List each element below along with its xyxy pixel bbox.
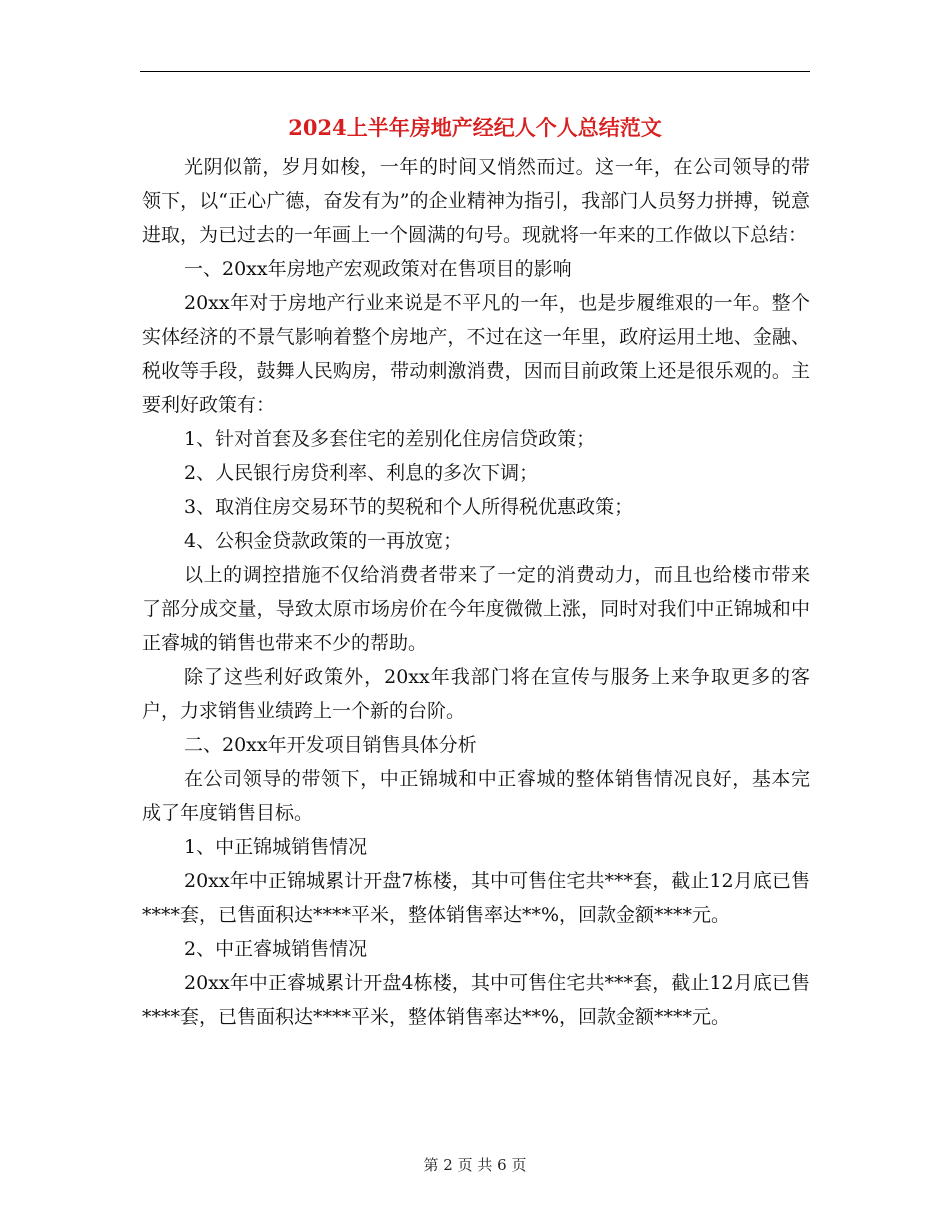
document-title: 2024上半年房地产经纪人个人总结范文 bbox=[288, 115, 662, 140]
policy-item-3: 3、取消住房交易环节的契税和个人所得税优惠政策； bbox=[184, 496, 634, 518]
sales-summary-paragraph: 在公司领导的带领下，中正锦城和中正睿城的整体销售情况良好，基本完成了年度销售目标。 bbox=[142, 768, 810, 824]
jincheng-sales-paragraph: 20xx年中正锦城累计开盘7栋楼，其中可售住宅共***套，截止12月底已售****套，已售面积达****平米，整体销售率达**%，回款金额****元。 bbox=[142, 870, 810, 926]
policy-item-1: 1、针对首套及多套住宅的差别化住房信贷政策； bbox=[184, 428, 596, 450]
section-heading-policy: 一、20xx年房地产宏观政策对在售项目的影响 bbox=[184, 258, 572, 280]
section-heading-sales: 二、20xx年开发项目销售具体分析 bbox=[184, 734, 477, 756]
market-effect-paragraph: 以上的调控措施不仅给消费者带来了一定的消费动力，而且也给楼市带来了部分成交量，导致太原市场房价在今年度微微上涨，同时对我们中正锦城和中正睿城的销售也带来不少的帮助。 bbox=[142, 564, 810, 654]
ruicheng-sales-paragraph: 20xx年中正睿城累计开盘4栋楼，其中可售住宅共***套，截止12月底已售****套，已售面积达****平米，整体销售率达**%，回款金额****元。 bbox=[142, 972, 810, 1028]
department-plan-paragraph: 除了这些利好政策外，20xx年我部门将在宣传与服务上来争取更多的客户，力求销售业绩跨上一个新的台阶。 bbox=[142, 666, 810, 722]
subheading-ruicheng: 2、中正睿城销售情况 bbox=[184, 938, 368, 960]
policy-paragraph: 20xx年对于房地产行业来说是不平凡的一年，也是步履维艰的一年。整个实体经济的不景气影响着整个房地产，不过在这一年里，政府运用土地、金融、税收等手段，鼓舞人民购房，带动刺激消费，因而目前政策上还是很乐观的。主要利好政策有： bbox=[142, 292, 810, 416]
policy-item-4: 4、公积金贷款政策的一再放宽； bbox=[184, 530, 463, 552]
subheading-jincheng: 1、中正锦城销售情况 bbox=[184, 836, 368, 858]
header-rule bbox=[140, 71, 810, 72]
document-body bbox=[142, 150, 810, 1034]
page-number: 第 2 页 共 6 页 bbox=[423, 1156, 527, 1174]
intro-paragraph: 光阴似箭，岁月如梭，一年的时间又悄然而过。这一年，在公司领导的带领下，以“正心广德，奋发有为”的企业精神为指引，我部门人员努力拼搏，锐意进取，为已过去的一年画上一个圆满的句号。现就将一年来的工作做以下总结： bbox=[142, 156, 810, 246]
policy-item-2: 2、人民银行房贷利率、利息的多次下调； bbox=[184, 462, 539, 484]
